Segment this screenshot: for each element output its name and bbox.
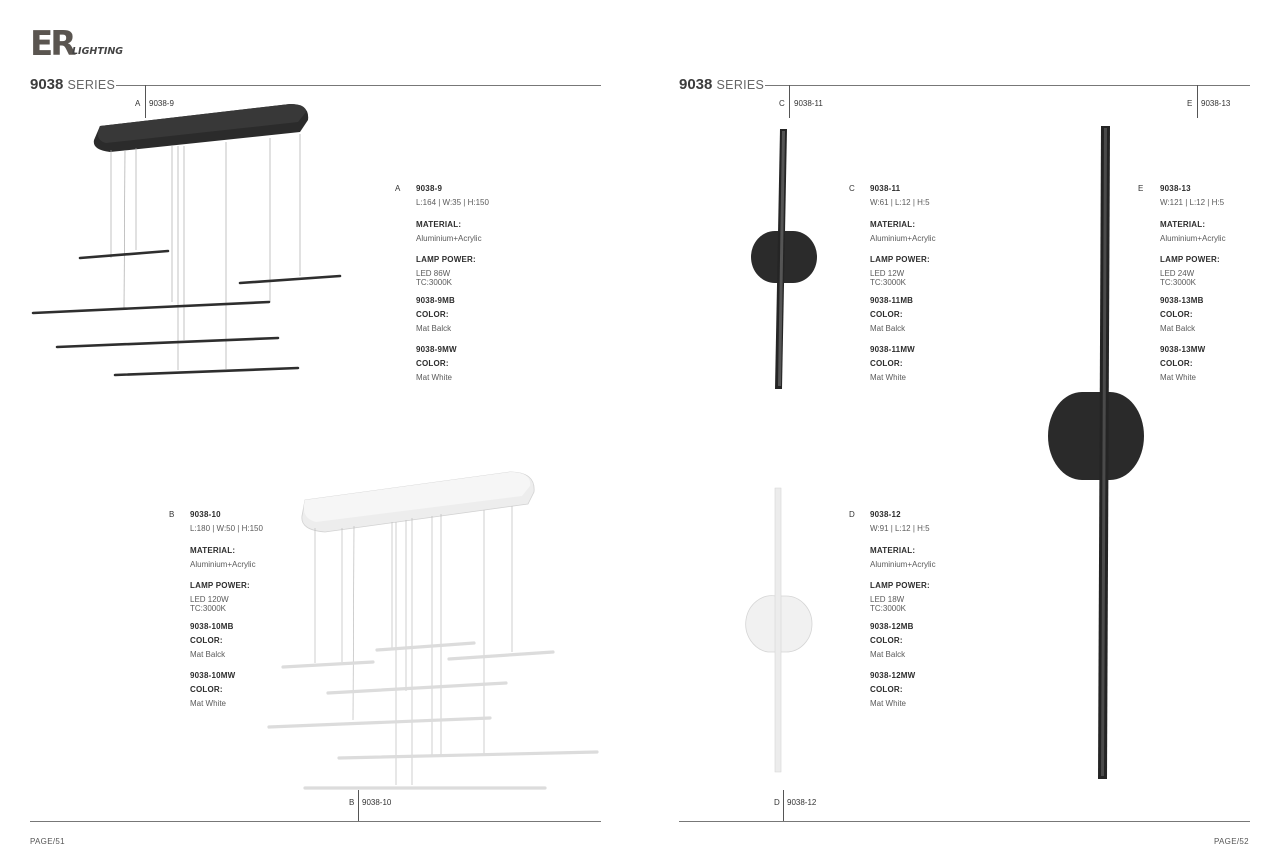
- spec-a: [416, 184, 566, 383]
- spec-e-material: Aluminium+Acrylic: [1160, 234, 1226, 243]
- spec-c-code: 9038-11: [870, 184, 901, 193]
- spec-e-dims: W:121 | L:12 | H:5: [1160, 198, 1225, 207]
- tag-d-code: 9038-12: [787, 798, 817, 807]
- spec-b-code: 9038-10: [190, 510, 221, 519]
- spec-b-mb-code: 9038-10MB: [190, 622, 234, 631]
- fixture-d-image: [746, 488, 812, 772]
- spec-d-dims: W:91 | L:12 | H:5: [870, 524, 930, 533]
- spec-d-power: LED 18W: [870, 595, 905, 604]
- spec-e-mb-color-label: COLOR:: [1160, 310, 1193, 319]
- spec-d-material-label: MATERIAL:: [870, 546, 916, 555]
- spec-e-letter: E: [1138, 184, 1144, 193]
- fixture-c-image: [751, 129, 817, 389]
- spec-d-power-label: LAMP POWER:: [870, 581, 930, 590]
- spec-e-material-label: MATERIAL:: [1160, 220, 1206, 229]
- spec-d-mb-color-label: COLOR:: [870, 636, 903, 645]
- spec-d-mb-code: 9038-12MB: [870, 622, 914, 631]
- spec-a-mw-color-label: COLOR:: [416, 359, 449, 368]
- spec-e: [1160, 184, 1270, 383]
- spec-c-letter: C: [849, 184, 855, 193]
- spec-c-material: Aluminium+Acrylic: [870, 234, 936, 243]
- spec-c-mb-color: Mat Balck: [870, 324, 906, 333]
- spec-a-material: Aluminium+Acrylic: [416, 234, 482, 243]
- spec-a-letter: A: [395, 184, 401, 193]
- spec-a-material-label: MATERIAL:: [416, 220, 462, 229]
- spec-c-mw-code: 9038-11MW: [870, 345, 915, 354]
- spec-b-dims: L:180 | W:50 | H:150: [190, 524, 263, 533]
- spec-d-mw-code: 9038-12MW: [870, 671, 916, 680]
- spec-d-mb-color: Mat Balck: [870, 650, 906, 659]
- spec-c-material-label: MATERIAL:: [870, 220, 916, 229]
- spec-a-mw-color: Mat White: [416, 373, 453, 382]
- tag-e-letter: E: [1187, 99, 1193, 108]
- spec-a-code: 9038-9: [416, 184, 443, 193]
- spec-a-dims: L:164 | W:35 | H:150: [416, 198, 489, 207]
- tag-a-code: 9038-9: [149, 99, 174, 108]
- spec-a-mw-code: 9038-9MW: [416, 345, 457, 354]
- tag-b-tick: [358, 790, 359, 821]
- spec-b-mw-color: Mat White: [190, 699, 227, 708]
- tag-e-code: 9038-13: [1201, 99, 1231, 108]
- right-page-number: PAGE/52: [1214, 837, 1249, 846]
- left-page-number: PAGE/51: [30, 837, 65, 846]
- fixture-e-image: [1048, 126, 1144, 779]
- spec-e-tc: TC:3000K: [1160, 278, 1197, 287]
- spec-c-mw-color-label: COLOR:: [870, 359, 903, 368]
- spec-b-material-label: MATERIAL:: [190, 546, 236, 555]
- spec-a-mb-code: 9038-9MB: [416, 296, 455, 305]
- spec-c: [870, 184, 1020, 383]
- spec-b-material: Aluminium+Acrylic: [190, 560, 256, 569]
- tag-b-letter: B: [349, 798, 355, 807]
- spec-e-mb-color: Mat Balck: [1160, 324, 1196, 333]
- tag-c-letter: C: [779, 99, 785, 108]
- tag-c-code: 9038-11: [794, 99, 823, 108]
- spec-b-tc: TC:3000K: [190, 604, 227, 613]
- spec-b-mb-color-label: COLOR:: [190, 636, 223, 645]
- left-series-title: 9038 SERIES: [30, 76, 116, 93]
- spec-c-mw-color: Mat White: [870, 373, 907, 382]
- logo-subtitle: LIGHTING: [72, 46, 124, 57]
- spec-d-material: Aluminium+Acrylic: [870, 560, 936, 569]
- spec-a-power: LED 86W: [416, 269, 451, 278]
- spec-e-code: 9038-13: [1160, 184, 1191, 193]
- spec-d-tc: TC:3000K: [870, 604, 907, 613]
- spec-e-mw-color-label: COLOR:: [1160, 359, 1193, 368]
- spec-e-power-label: LAMP POWER:: [1160, 255, 1220, 264]
- spec-c-mb-color-label: COLOR:: [870, 310, 903, 319]
- spec-a-mb-color-label: COLOR:: [416, 310, 449, 319]
- spec-d-code: 9038-12: [870, 510, 901, 519]
- tag-a-letter: A: [135, 99, 141, 108]
- spec-c-power: LED 12W: [870, 269, 905, 278]
- fixture-a-image: [33, 104, 340, 375]
- tag-d-tick: [783, 790, 784, 821]
- spec-d-letter: D: [849, 510, 855, 519]
- logo-mark: ER: [30, 24, 74, 64]
- spec-c-tc: TC:3000K: [870, 278, 907, 287]
- spec-b: [190, 510, 340, 709]
- spec-e-mw-color: Mat White: [1160, 373, 1197, 382]
- spec-c-dims: W:61 | L:12 | H:5: [870, 198, 930, 207]
- right-series-title: 9038 SERIES: [679, 76, 765, 93]
- spec-c-mb-code: 9038-11MB: [870, 296, 914, 305]
- spec-b-power: LED 120W: [190, 595, 229, 604]
- spec-c-power-label: LAMP POWER:: [870, 255, 930, 264]
- spec-b-mw-code: 9038-10MW: [190, 671, 236, 680]
- spec-a-tc: TC:3000K: [416, 278, 453, 287]
- spec-b-power-label: LAMP POWER:: [190, 581, 250, 590]
- tag-b-code: 9038-10: [362, 798, 392, 807]
- spec-e-power: LED 24W: [1160, 269, 1195, 278]
- spec-d: [870, 510, 1020, 709]
- spec-a-mb-color: Mat Balck: [416, 324, 452, 333]
- spec-b-mb-color: Mat Balck: [190, 650, 226, 659]
- spec-e-mw-code: 9038-13MW: [1160, 345, 1206, 354]
- spec-b-mw-color-label: COLOR:: [190, 685, 223, 694]
- tag-d-letter: D: [774, 798, 780, 807]
- spec-d-mw-color-label: COLOR:: [870, 685, 903, 694]
- spec-b-letter: B: [169, 510, 175, 519]
- left-footer-rule: [30, 821, 601, 822]
- spec-d-mw-color: Mat White: [870, 699, 907, 708]
- spec-e-mb-code: 9038-13MB: [1160, 296, 1204, 305]
- spec-a-power-label: LAMP POWER:: [416, 255, 476, 264]
- right-footer-rule: [679, 821, 1250, 822]
